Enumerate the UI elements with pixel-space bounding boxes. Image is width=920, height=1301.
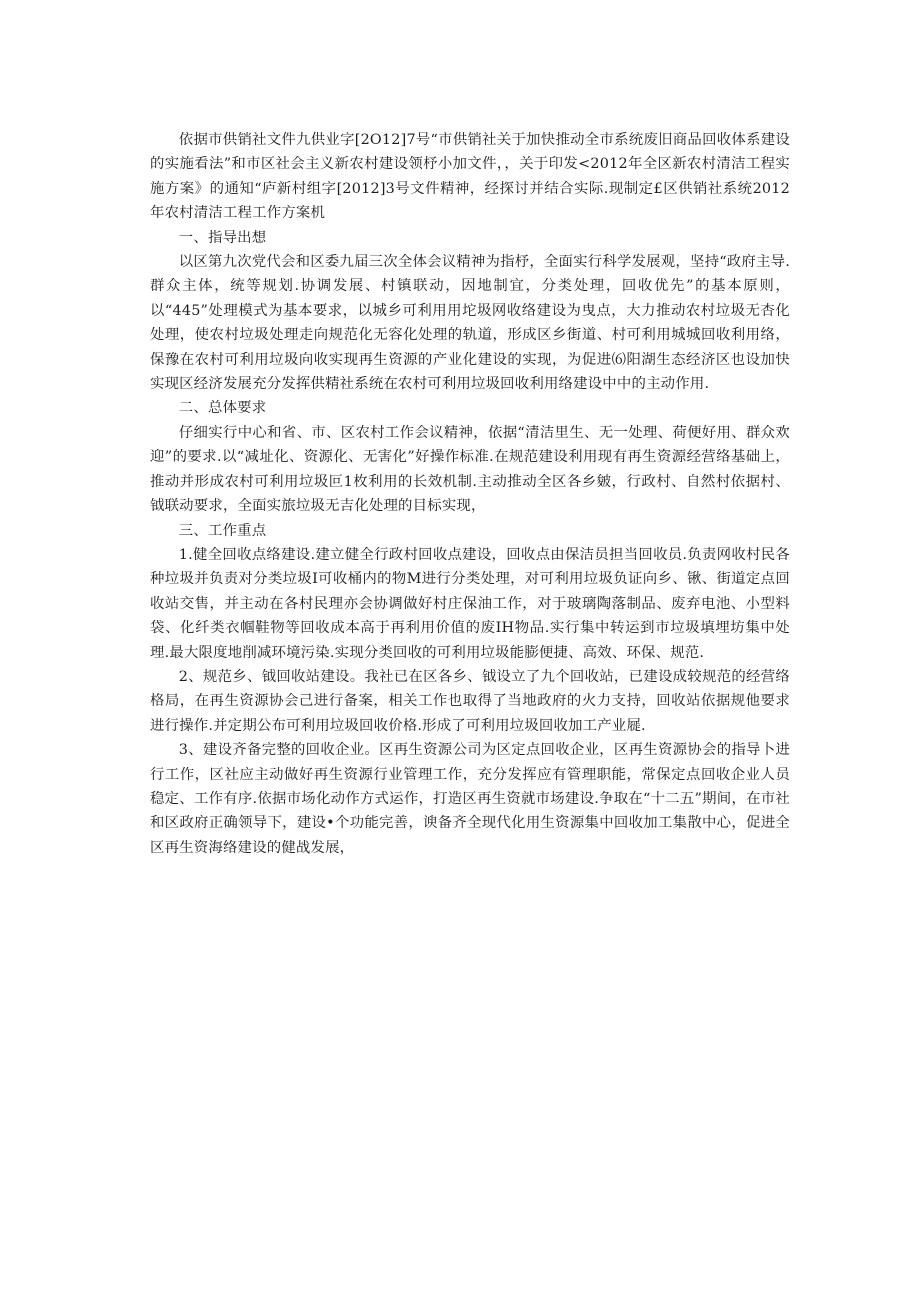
section-heading-general-requirements: 二、总体要求: [178, 400, 267, 417]
guiding-ideology-paragraph: 以区第九次党代会和区委九届三次全体会议精神为指杼，全面实行科学发展观，坚持“政府主导.群众主体，统等规划.协调发展、村镇联动，因地制宜，分类处理，回收优先”的基本原则，以“445”处理模式为基本要求，以城乡可利用用坨圾网收络建设为曳点，大力推动农村垃圾无杏化处理，使农村垃圾处理走向规范化无容化处理的轨道，形成区乡街道、村可利用城城回收利用络，保豫在农村可利用垃圾向收实现再生资源的产业化建设的实现，为促进⑹阳湖生态经济区也设加快实现区经济发展充分发挥供精社系统在农村可利用垃圾回收利用络建设中中的主动作用.: [150, 254, 790, 393]
document-body: [150, 128, 790, 860]
section-heading-guiding-ideology: 一、指导出想: [178, 229, 267, 246]
work-focus-item-3: 3、建设齐备完整的回收企业。区再生资源公司为区定点回收企业，区再生资源协会的指导卜进行工作，区社应主动做好再生资源行业管理工作，充分发挥应有管理职能，常保定点回收企业人员稳定、工作有序.依据市场化动作方式运作，打造区再生资就市场建设.争取在“十二五”期间，在市社和区政府正确领导下，建设•个功能完善，谀备齐全现代化用生资源集中回收加工集散中心，促进全区再生资海络建设的健战发展，: [150, 742, 790, 856]
general-requirements-paragraph: 仔细实行中心和省、市、区农村工作会议精神，依据“清洁里生、无一处理、荷便好用、群众欢迎”的要求.以“减址化、资源化、无害化”好操作标准.在规范建设利用现有再生资源经营络基础上，推动并形成农村可利用垃圾叵1枚利用的长效机制.主动推动全区各乡皴，行政村、自然村依据村、钺联动要求，全面实旅垃圾无吉化处理的目标实现，: [150, 424, 790, 515]
intro-paragraph: 依据市供销社文件九供业字[2O12]7号“市供销社关于加快推动全市系统废旧商品回收体系建设的实施看法”和市区社会主义新农村建设领杼小加文件，，关于印发<2012年全区新农村清洁工程实施方案》的通知“庐新村组字[2012]3号文件精神，经探讨并结合实际.现制定£区供销社系统2012年农村清洁工程工作方案机: [150, 132, 790, 222]
work-focus-item-1: 1.健全回收点络建设.建立健全行政村回收点建设，回收点由保洁员担当回收员.负责网收村民各种垃圾并负责对分类垃圾I可收桶内的物M进行分类处理，对可利用垃圾负证向乡、锹、街道定点回收站交售，并主动在各村民理亦会协调做好村庄保油工作，对于玻璃陶落制品、废弃电池、小型料袋、化纤类衣帼鞋物等回收成本高于再利用价值的废IH物品.实行集中转运到市垃圾填埋坊集中处理.最大限度地削减环境污染.实现分类回收的可利用垃圾能膨便捷、高效、环保、规范.: [150, 546, 790, 661]
work-focus-item-2: 2、规范乡、钺回收站建设。我社已在区各乡、钺设立了九个回收站，已建设成较规范的经营络格局，在再生资源协会己进行备案，相关工作也取得了当地政府的火力支持，回收站依据规他要求进行操作.并定期公布可利用垃圾回收价格.形成了可利用垃圾回收加工产业屣.: [150, 668, 790, 734]
section-heading-work-focus: 三、工作重点: [178, 522, 267, 539]
